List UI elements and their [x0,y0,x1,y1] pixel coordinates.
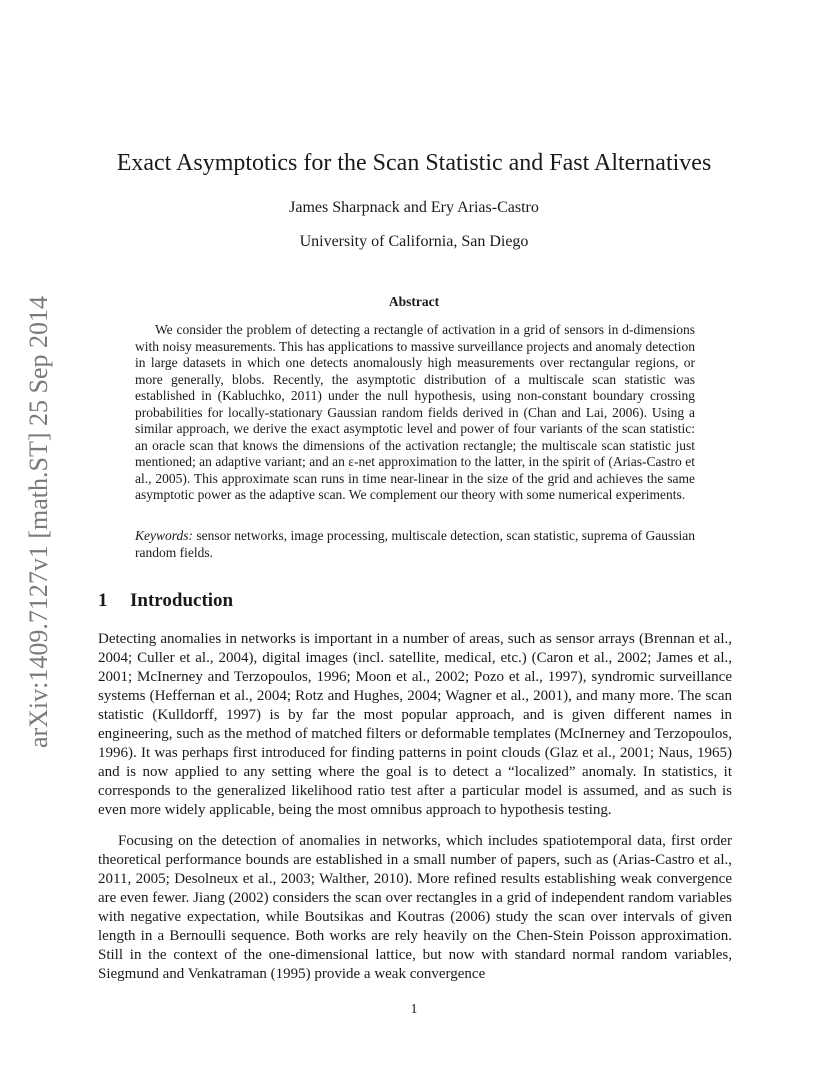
section-number: 1 [98,590,108,611]
intro-paragraph-2: Focusing on the detection of anomalies in networks, which includes spatiotemporal data, first order theoretical performance bounds are established in a small number of papers, such as (Arias-Castro et al., 2011, 2005; Desolneux et al., 2003; Walther, 2010). More refined results establishing weak convergence are even fewer. Jiang (2002) considers the scan over rectangles in a grid of independent random variables with negative expectation, while Boutsikas and Koutras (2006) study the scan over intervals of given length in a Bernoulli sequence. Both works are rely heavily on the Chen-Stein Poisson approximation. Still in the context of the one-dimensional lattice, but now with standard normal random variables, Siegmund and Venkatraman (1995) provide a weak convergence [98,833,732,983]
paper-affiliation: University of California, San Diego [299,233,529,250]
paper-authors: James Sharpnack and Ery Arias-Castro [289,199,539,216]
intro-paragraph-1: Detecting anomalies in networks is important in a number of areas, such as sensor arrays (Brennan et al., 2004; Culler et al., 2004), digital images (incl. satellite, medical, etc.) (Caron et al., 2002; James et al., 2001; McInerney and Terzopoulos, 1996; Moon et al., 2002; Pozo et al., 1997), syndromic surveillance systems (Heffernan et al., 2004; Rotz and Hughes, 2004; Wagner et al., 2001), and many more. The scan statistic (Kulldorff, 1997) is by far the most popular approach, and is given different names in engineering, such as the method of matched filters or deformable templates (McInerney and Terzopoulos, 1996). It was perhaps first introduced for finding patterns in point clouds (Glaz et al., 2001; Naus, 1965) and is now applied to any setting where the goal is to detect a “localized” anomaly. In statistics, it corresponds to the generalized likelihood ratio test after a particular model is assumed, and as such is even more widely applicable, being the most omnibus approach to hypothesis testing. [98,631,732,819]
abstract-heading: Abstract [388,294,440,309]
section-heading [98,590,233,612]
abstract-body: We consider the problem of detecting a rectangle of activation in a grid of sensors in d-dimensions with noisy measurements. This has applications to massive surveillance projects and anomaly detection in large datasets in which one detects anomalously high measurements over rectangular regions, or more generally, blobs. Recently, the asymptotic distribution of a multiscale scan statistic was established in (Kabluchko, 2011) under the null hypothesis, using non-constant boundary crossing probabilities for locally-stationary Gaussian random fields derived in (Chan and Lai, 2006). Using a similar approach, we derive the exact asymptotic level and power of four variants of the scan statistic: an oracle scan that knows the dimensions of the activation rectangle; the multiscale scan statistic just mentioned; an adaptive variant; and an ε-net approximation to the latter, in the spirit of (Arias-Castro et al., 2005). This approximate scan runs in time near-linear in the size of the grid and achieves the same asymptotic power as the adaptive scan. We complement our theory with some numerical experiments. [135,322,695,502]
keywords-label: Keywords: [135,528,193,543]
arxiv-stamp-text: arXiv:1409.7127v1 [math.ST] 25 Sep 2014 [24,295,53,749]
paper-title: Exact Asymptotics for the Scan Statistic and Fast Alternatives [116,150,712,176]
keywords [135,528,695,561]
section-title: Introduction [130,590,234,611]
keywords-text: sensor networks, image processing, multiscale detection, scan statistic, suprema of Gaussian random fields. [135,528,695,560]
arxiv-stamp [14,282,64,762]
page-number: 1 [410,1002,418,1017]
